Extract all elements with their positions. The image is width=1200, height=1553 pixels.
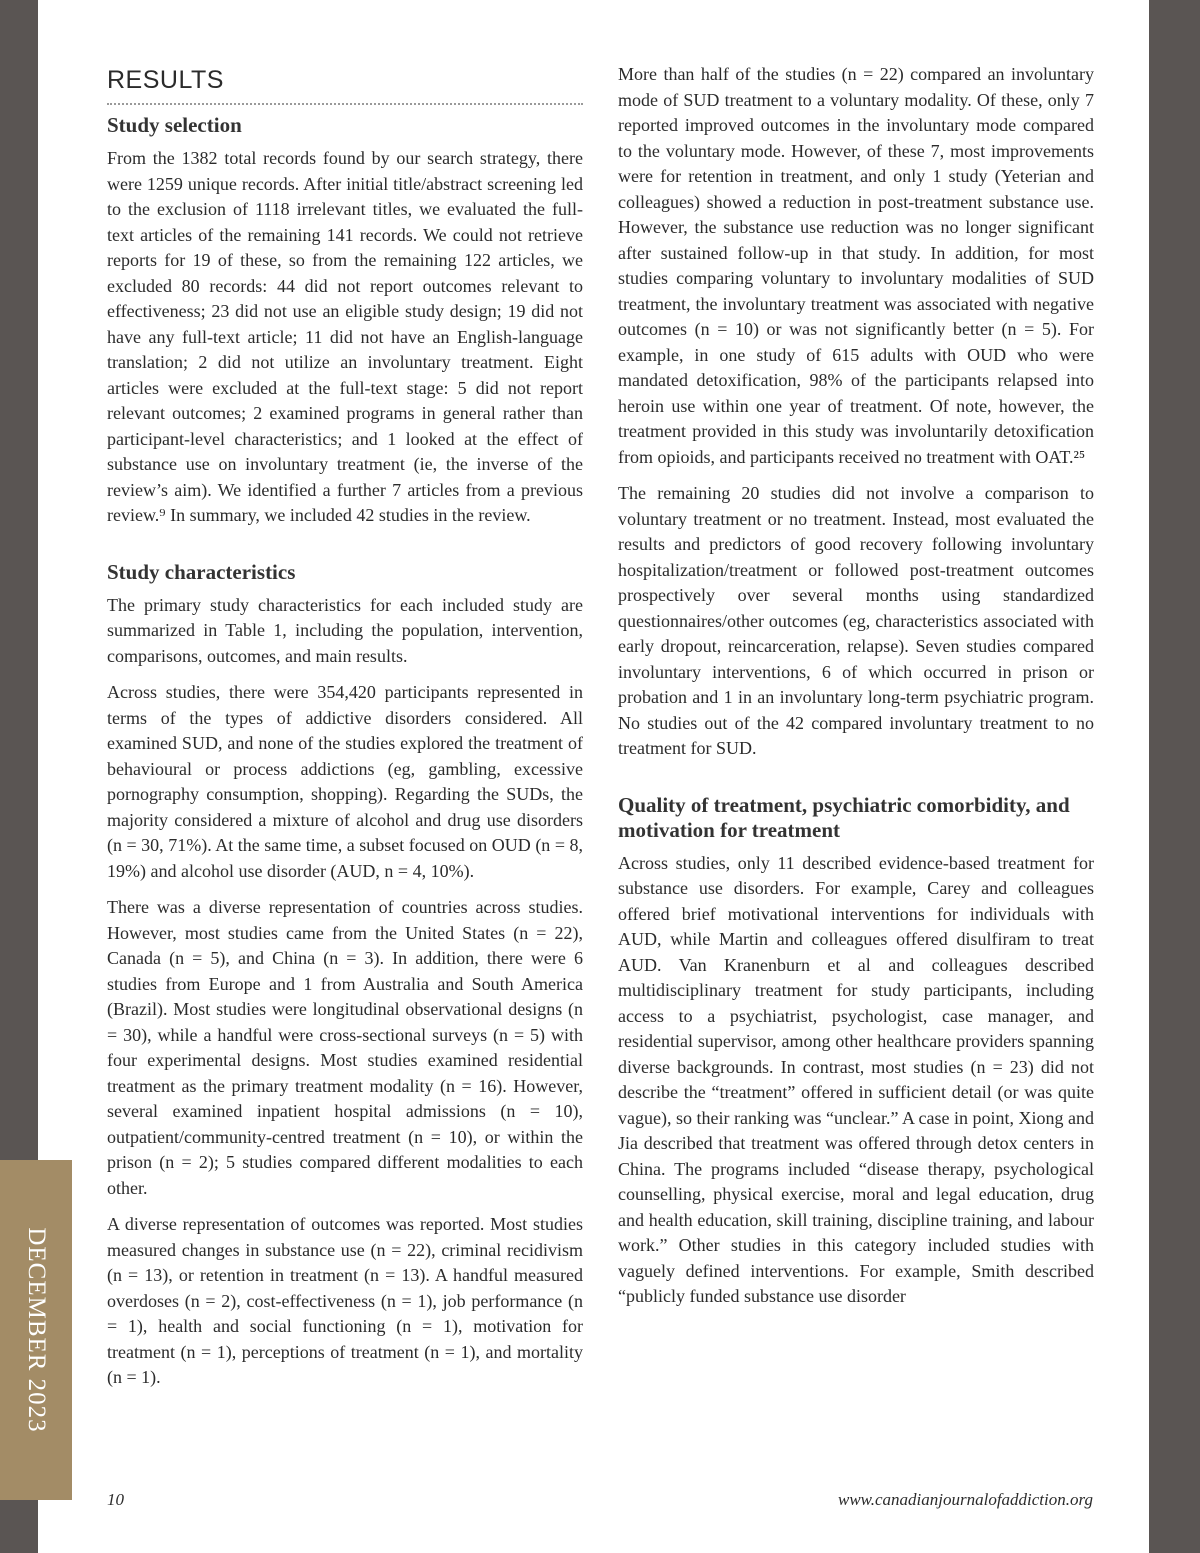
study-characteristics-paragraph-2: Across studies, there were 354,420 participants represented in terms of the types of addictive disorders considered. All examined SUD, and none of the studies explored the treatment of behavioural or process addictions (eg, gambling, excessive pornography consumption, shopping). Regarding the SUDs, the majority considered a mixture of alcohol and drug use disorders (n = 30, 71%). At the same time, a subset focused on OUD (n = 8, 19%) and alcohol use disorder (AUD, n = 4, 10%).	[107, 682, 583, 881]
comparison-paragraph-1: More than half of the studies (n = 22) compared an involuntary mode of SUD treatment to a voluntary modality. Of these, only 7 reported improved outcomes in the involuntary mode compared to the voluntary mode. However, of these 7, most improvements were for retention in treatment, and only 1 study (Yeterian and colleagues) showed a reduction in post-treatment substance use. However, the substance use reduction was no longer significant after sustained follow-up in that study. In addition, for most studies comparing voluntary to involuntary modalities of SUD treatment, the involuntary treatment was associated with negative outcomes (n = 10) or was not significantly better (n = 5). For example, in one study of 615 adults with OUD who were mandated detoxification, 98% of the participants relapsed into heroin use within one year of treatment. Of note, however, the treatment provided in this study was involuntarily detoxification from opioids, and participants received no treatment with OAT.²⁵	[618, 64, 1094, 467]
study-characteristics-paragraph-4: A diverse representation of outcomes was reported. Most studies measured changes in substance use (n = 22), criminal recidivism (n = 13), or retention in treatment (n = 13). A handful measured overdoses (n = 2), cost-effectiveness (n = 1), job performance (n = 1), health and social functioning (n = 1), motivation for treatment (n = 1), perceptions of treatment (n = 1), and mortality (n = 1).	[107, 1214, 583, 1388]
study-characteristics-paragraph-3: There was a diverse representation of countries across studies. However, most studies came from the United States (n = 22), Canada (n = 5), and China (n = 3). In addition, there were 6 studies from Europe and 1 from Australia and South America (Brazil). Most studies were longitudinal observational designs (n = 30), while a handful were cross-sectional surveys (n = 5) with four experimental designs. Most studies examined residential treatment as the primary treatment modality (n = 16). However, several examined inpatient hospital admissions (n = 10), outpatient/community-centred treatment (n = 10), or within the prison (n = 2); 5 studies compared different modalities to each other.	[107, 897, 583, 1198]
comparison-paragraph-2: The remaining 20 studies did not involve a comparison to voluntary treatment or no treatment. Instead, most evaluated the results and predictors of good recovery following involuntary hospitalization/treatment or followed post-treatment outcomes prospectively over several months using standardized questionnaires/other outcomes (eg, characteristics associated with early dropout, reincarceration, relapse). Seven studies compared involuntary interventions, 6 of which occurred in prison or probation and 1 in an involuntary long-term psychiatric program. No studies out of the 42 compared involuntary treatment to no treatment for SUD.	[618, 483, 1094, 758]
right-column	[618, 62, 1094, 1321]
quality-of-treatment-paragraph-1: Across studies, only 11 described evidence-based treatment for substance use disorders. For example, Carey and colleagues offered brief motivational interventions for individuals with AUD, while Martin and colleagues offered disulfiram to treat AUD. Van Kranenburn et al and colleagues described multidisciplinary treatment for study participants, including access to a psychiatrist, psychologist, case manager, and residential supervisor, among other healthcare providers spanning diverse backgrounds. In contrast, most studies (n = 23) did not describe the “treatment” offered in sufficient detail (or was quite vague), so their ranking was “unclear.” A case in point, Xiong and Jia described that treatment was offered through detox centers in China. The programs included “disease therapy, psychological counselling, physical exercise, moral and legal education, drug and health education, skill training, discipline training, and labour work.” Other studies in this category included studies with vaguely defined interventions. For example, Smith described “publicly funded substance use disorder	[618, 852, 1094, 1307]
study-characteristics-heading: Study characteristics	[107, 559, 296, 584]
quality-of-treatment-heading: Quality of treatment, psychiatric comorbidity, and motivation for treatment	[618, 792, 1070, 842]
results-heading: RESULTS	[107, 66, 583, 105]
journal-url: www.canadianjournalofaddiction.org	[837, 1490, 1093, 1509]
study-characteristics-paragraph-1: The primary study characteristics for each included study are summarized in Table 1, including the population, intervention, comparisons, outcomes, and main results.	[107, 594, 583, 666]
study-selection-paragraph-1: From the 1382 total records found by our search strategy, there were 1259 unique records. After initial title/abstract screening led to the exclusion of 1118 irrelevant titles, we evaluated the full-text articles of the remaining 141 records. We could not retrieve reports for 19 of these, so from the remaining 122 articles, we excluded 80 records: 44 did not report outcomes relevant to effectiveness; 23 did not use an eligible study design; 19 did not have any full-text article; 11 did not have an English-language translation; 2 did not utilize an involuntary treatment. Eight articles were excluded at the full-text stage: 5 did not report relevant outcomes; 2 examined programs in general rather than participant-level characteristics; and 1 looked at the effect of substance use on involuntary treatment (ie, the inverse of the review’s aim). We identified a further 7 articles from a previous review.⁹ In summary, we included 42 studies in the review.	[107, 148, 583, 526]
right-margin-bar	[1149, 0, 1200, 1553]
study-selection-heading: Study selection	[107, 113, 242, 137]
issue-date-label: DECEMBER 2023	[23, 1227, 50, 1433]
page-number: 10	[107, 1490, 124, 1509]
left-column	[107, 62, 583, 1402]
